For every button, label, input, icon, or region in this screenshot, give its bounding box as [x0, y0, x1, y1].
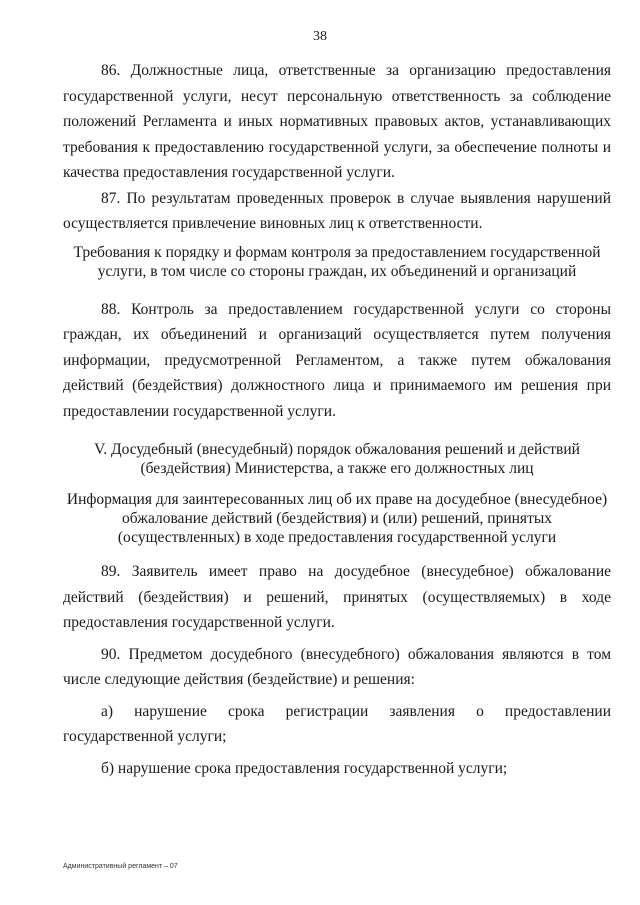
- section-heading-v: V. Досудебный (внесудебный) порядок обжалования решений и действий (бездействия) Министерства, а также его должностных лиц: [94, 441, 580, 477]
- paragraph-89: 89. Заявитель имеет право на досудебное (внесудебное) обжалование действий (бездействия) и решений, принятых (осуществляемых) в ходе предоставления государственной услуги.: [63, 563, 611, 631]
- document-body: [63, 58, 611, 781]
- page-number: 38: [313, 29, 327, 44]
- list-item-b: б) нарушение срока предоставления государственной услуги;: [101, 759, 508, 777]
- subheading-control-requirements: Требования к порядку и формам контроля за предоставлением государственной услуги, в том числе со стороны граждан, их объединений и организаций: [73, 243, 601, 280]
- paragraph-90: 90. Предметом досудебного (внесудебного) обжалования являются в том числе следующие действия (бездействие) и решения:: [63, 645, 611, 688]
- list-item-a: а) нарушение срока регистрации заявления о предоставлении государственной услуги;: [63, 702, 611, 745]
- paragraph-86: 86. Должностные лица, ответственные за организацию предоставления государственной услуги, несут персональную ответственность за соблюдение положений Регламента и иных нормативных правовых актов, устанавливающих требования к предоставлению государственной услуги, за обеспечение полноты и качества предоставления государственной услуги.: [63, 62, 611, 181]
- footer-note: Административный регламент – 07: [63, 863, 178, 870]
- paragraph-88: 88. Контроль за предоставлением государственной услуги со стороны граждан, их объединений и организаций осуществляется путем получения информации, предусмотренной Регламентом, а также путем обжалования действий (бездействия) должностного лица и принимаемого им решения при предоставлении государственной услуги.: [63, 300, 611, 420]
- subheading-appeal-info: Информация для заинтересованных лиц об их праве на досудебное (внесудебное) обжалование действий (бездействия) и (или) решений, принятых (осуществленных) в ходе предоставления государственной услуги: [66, 491, 608, 546]
- paragraph-87: 87. По результатам проведенных проверок в случае выявления нарушений осуществляется привлечение виновных лиц к ответственности.: [63, 189, 611, 232]
